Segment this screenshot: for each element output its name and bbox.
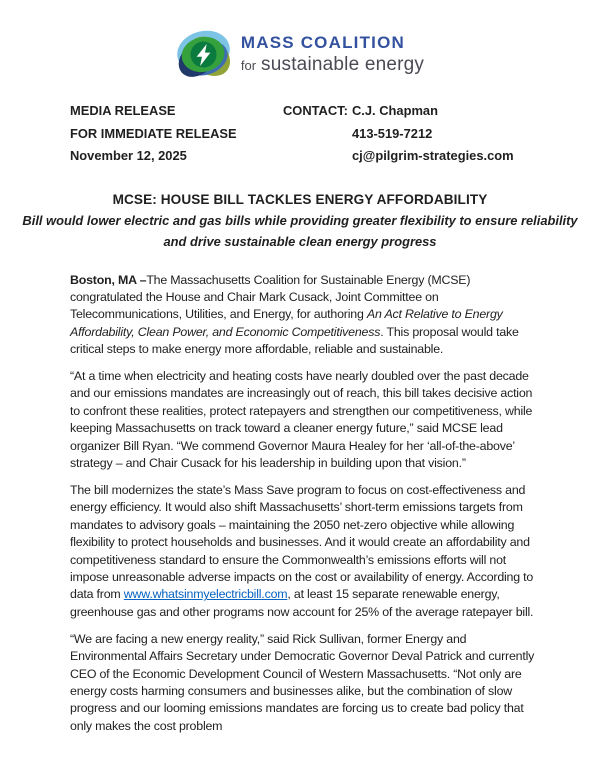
release-date: November 12, 2025 bbox=[70, 148, 187, 163]
dateline: Boston, MA – bbox=[70, 272, 147, 287]
article-body bbox=[70, 272, 540, 736]
org-tagline bbox=[241, 55, 424, 76]
subheadline-line-1: Bill would lower electric and gas bills while providing greater flexibility to ensure reliability bbox=[22, 212, 578, 228]
paragraph-2: “At a time when electricity and heating costs have nearly doubled over the past decade and our emissions mandates are increasingly out of reach, this bill takes decisive action to confront these realities, protect ratepayers and strengthen our competitiveness, while keeping Massachusetts on track toward a cleaner energy future,” said MCSE lead organizer Bill Ryan. “We commend Governor Maura Healey for her ‘all-of-the-above’ strategy – and Chair Cusack for his leadership in building upon that vision.” bbox=[70, 369, 533, 471]
logo-text bbox=[241, 33, 424, 76]
subheadline-line-2: and drive sustainable clean energy progress bbox=[163, 234, 437, 249]
spacer bbox=[283, 145, 352, 168]
spacer bbox=[283, 123, 352, 146]
p1-text-a: The Massachusetts Coalition for Sustainable Energy (MCSE) congratulated the House and Chair Mark Cusack, Joint Committee on Telecommunications, Utilities, and Energy, for authoring bbox=[70, 272, 471, 322]
energy-globe-lightning-icon bbox=[176, 26, 231, 83]
paragraph-4: “We are facing a new energy reality,” said Rick Sullivan, former Energy and Environmental Affairs Secretary under Democratic Governor Deval Patrick and currently CEO of the Economic Development Council of Western Massachusetts. “Not only are energy costs harming consumers and businesses alike, but the combination of slow progress and our looming emissions mandates are forcing us to create bad policy that only makes the cost problem bbox=[70, 631, 535, 733]
logo bbox=[0, 0, 600, 83]
p1-text-b: . This proposal would take critical steps to make energy more affordable, reliable and sustainable. bbox=[70, 324, 519, 357]
headline-block bbox=[0, 192, 600, 253]
org-tagline-prefix: for bbox=[240, 58, 257, 73]
contact-name: C.J. Chapman bbox=[352, 103, 438, 118]
headline: MCSE: HOUSE BILL TACKLES ENERGY AFFORDABILITY bbox=[112, 191, 488, 207]
contact-phone: 413-519-7212 bbox=[352, 125, 433, 141]
release-type: MEDIA RELEASE bbox=[70, 103, 176, 118]
org-tagline-main: sustainable energy bbox=[261, 54, 425, 75]
contact-email: cj@pilgrim-strategies.com bbox=[352, 148, 514, 163]
release-status: FOR IMMEDIATE RELEASE bbox=[70, 125, 237, 141]
p3-text-b: , at least 15 separate renewable energy, greenhouse gas and other programs now account for 25% of the average ratepayer bill. bbox=[70, 587, 534, 619]
paragraph-1 bbox=[70, 272, 540, 359]
p3-text-a: The bill modernizes the state’s Mass Save program to focus on cost-effectiveness and energy efficiency. It would also shift Massachusetts’ short-term emissions targets from mandates to advisory goals – maintaining the 2050 net-zero objective while allowing flexibility to protect households and businesses. And it would create an affordability and competitiveness standard to ensure the Commonwealth’s emissions efforts will not impose unreasonable adverse impacts on the cost or availability of energy. According to data from bbox=[70, 482, 534, 602]
paragraph-3 bbox=[70, 482, 540, 621]
contact-label: CONTACT: bbox=[283, 103, 348, 118]
org-name: MASS COALITION bbox=[240, 33, 405, 52]
bill-title: An Act Relative to Energy Affordability, Clean Power, and Economic Competitiveness bbox=[70, 307, 503, 339]
release-header bbox=[70, 100, 530, 168]
electric-bill-link[interactable]: www.whatsinmyelectricbill.com bbox=[123, 587, 288, 602]
